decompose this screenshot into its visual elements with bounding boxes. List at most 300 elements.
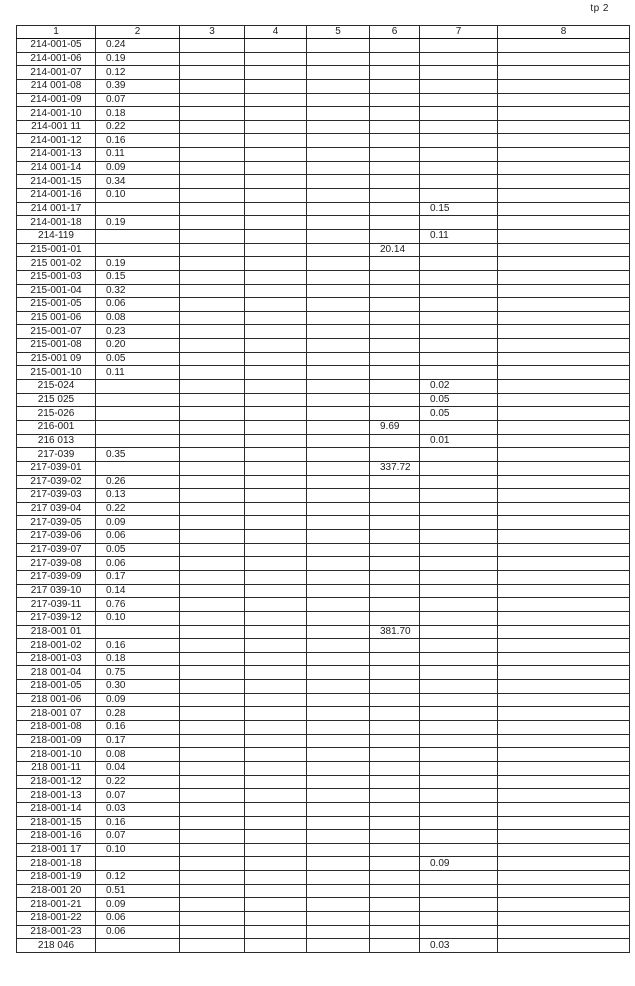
item-code-cell: 215-001-08 xyxy=(17,339,96,353)
col4-value-cell xyxy=(245,761,307,775)
col2-value-cell xyxy=(96,857,180,871)
col4-value-cell xyxy=(245,393,307,407)
item-code-cell: 217 039-10 xyxy=(17,584,96,598)
col4-value-cell xyxy=(245,816,307,830)
col4-value-cell xyxy=(245,775,307,789)
col6-value-cell xyxy=(370,721,420,735)
table-row xyxy=(17,161,630,175)
col3-value-cell xyxy=(180,79,245,93)
table-row xyxy=(17,366,630,380)
item-code-cell: 218-001-05 xyxy=(17,680,96,694)
table-row xyxy=(17,393,630,407)
col6-value-cell xyxy=(370,107,420,121)
col8-value-cell xyxy=(498,775,630,789)
col5-value-cell xyxy=(307,175,370,189)
item-code-cell: 218-001-15 xyxy=(17,816,96,830)
col5-value-cell xyxy=(307,898,370,912)
item-code-cell: 217-039-07 xyxy=(17,543,96,557)
col3-value-cell xyxy=(180,352,245,366)
col7-value-cell: 0.03 xyxy=(420,939,498,953)
col7-value-cell xyxy=(420,516,498,530)
col8-value-cell xyxy=(498,352,630,366)
table-row xyxy=(17,693,630,707)
col7-value-cell xyxy=(420,625,498,639)
table-row xyxy=(17,325,630,339)
col5-value-cell xyxy=(307,884,370,898)
table-row xyxy=(17,598,630,612)
col4-value-cell xyxy=(245,639,307,653)
table-row xyxy=(17,789,630,803)
col2-value-cell: 0.07 xyxy=(96,830,180,844)
item-code-cell: 217-039-06 xyxy=(17,530,96,544)
col5-value-cell xyxy=(307,584,370,598)
col5-value-cell xyxy=(307,93,370,107)
col3-value-cell xyxy=(180,257,245,271)
item-code-cell: 215 001-02 xyxy=(17,257,96,271)
item-code-cell: 215-026 xyxy=(17,407,96,421)
table-row xyxy=(17,202,630,216)
item-code-cell: 218-001-08 xyxy=(17,721,96,735)
col2-value-cell: 0.14 xyxy=(96,584,180,598)
col6-value-cell xyxy=(370,584,420,598)
col4-value-cell xyxy=(245,693,307,707)
col2-value-cell: 0.22 xyxy=(96,775,180,789)
col2-value-cell: 0.11 xyxy=(96,148,180,162)
col5-value-cell xyxy=(307,380,370,394)
col5-value-cell xyxy=(307,912,370,926)
col4-value-cell xyxy=(245,543,307,557)
item-code-cell: 214-001-10 xyxy=(17,107,96,121)
col7-value-cell xyxy=(420,189,498,203)
col6-value-cell xyxy=(370,598,420,612)
col2-value-cell xyxy=(96,461,180,475)
col7-value-cell xyxy=(420,639,498,653)
col3-value-cell xyxy=(180,489,245,503)
col4-value-cell xyxy=(245,516,307,530)
col5-value-cell xyxy=(307,693,370,707)
col6-value-cell xyxy=(370,570,420,584)
col3-value-cell xyxy=(180,871,245,885)
col6-value-cell xyxy=(370,366,420,380)
item-code-cell: 215 025 xyxy=(17,393,96,407)
table-row xyxy=(17,270,630,284)
item-code-cell: 215-001 09 xyxy=(17,352,96,366)
col3-value-cell xyxy=(180,721,245,735)
col8-value-cell xyxy=(498,270,630,284)
col5-value-cell xyxy=(307,543,370,557)
column-header: 3 xyxy=(180,26,245,39)
col2-value-cell: 0.13 xyxy=(96,489,180,503)
col5-value-cell xyxy=(307,52,370,66)
col7-value-cell xyxy=(420,843,498,857)
table-row xyxy=(17,830,630,844)
col3-value-cell xyxy=(180,311,245,325)
col4-value-cell xyxy=(245,216,307,230)
col8-value-cell xyxy=(498,570,630,584)
col3-value-cell xyxy=(180,298,245,312)
col4-value-cell xyxy=(245,93,307,107)
item-code-cell: 216-001 xyxy=(17,420,96,434)
col2-value-cell: 0.30 xyxy=(96,680,180,694)
col2-value-cell xyxy=(96,380,180,394)
col8-value-cell xyxy=(498,789,630,803)
col6-value-cell: 9.69 xyxy=(370,420,420,434)
item-code-cell: 214 001-14 xyxy=(17,161,96,175)
col8-value-cell xyxy=(498,761,630,775)
col8-value-cell xyxy=(498,420,630,434)
col2-value-cell: 0.10 xyxy=(96,611,180,625)
col2-value-cell xyxy=(96,420,180,434)
col7-value-cell xyxy=(420,243,498,257)
col4-value-cell xyxy=(245,871,307,885)
col7-value-cell xyxy=(420,611,498,625)
col4-value-cell xyxy=(245,557,307,571)
col4-value-cell xyxy=(245,680,307,694)
col6-value-cell xyxy=(370,229,420,243)
col8-value-cell xyxy=(498,134,630,148)
col4-value-cell xyxy=(245,52,307,66)
table-row xyxy=(17,39,630,53)
col3-value-cell xyxy=(180,530,245,544)
col8-value-cell xyxy=(498,830,630,844)
col6-value-cell xyxy=(370,707,420,721)
col7-value-cell xyxy=(420,530,498,544)
col7-value-cell xyxy=(420,66,498,80)
col8-value-cell xyxy=(498,161,630,175)
table-row xyxy=(17,611,630,625)
col7-value-cell xyxy=(420,707,498,721)
col8-value-cell xyxy=(498,325,630,339)
col6-value-cell xyxy=(370,202,420,216)
col2-value-cell xyxy=(96,393,180,407)
col6-value-cell xyxy=(370,693,420,707)
item-code-cell: 218 001-11 xyxy=(17,761,96,775)
col7-value-cell xyxy=(420,570,498,584)
col5-value-cell xyxy=(307,366,370,380)
table-row xyxy=(17,516,630,530)
item-code-cell: 215-001-01 xyxy=(17,243,96,257)
col4-value-cell xyxy=(245,66,307,80)
col7-value-cell: 0.02 xyxy=(420,380,498,394)
col7-value-cell xyxy=(420,120,498,134)
col3-value-cell xyxy=(180,666,245,680)
col8-value-cell xyxy=(498,639,630,653)
item-code-cell: 214 001-17 xyxy=(17,202,96,216)
col8-value-cell xyxy=(498,120,630,134)
col3-value-cell xyxy=(180,802,245,816)
col8-value-cell xyxy=(498,557,630,571)
col5-value-cell xyxy=(307,120,370,134)
item-code-cell: 215-001-05 xyxy=(17,298,96,312)
col2-value-cell: 0.16 xyxy=(96,721,180,735)
item-code-cell: 214 001-08 xyxy=(17,79,96,93)
col2-value-cell: 0.16 xyxy=(96,134,180,148)
col2-value-cell: 0.10 xyxy=(96,843,180,857)
col6-value-cell xyxy=(370,120,420,134)
col6-value-cell xyxy=(370,352,420,366)
col2-value-cell: 0.18 xyxy=(96,652,180,666)
col6-value-cell xyxy=(370,530,420,544)
item-code-cell: 217-039-12 xyxy=(17,611,96,625)
col8-value-cell xyxy=(498,339,630,353)
col3-value-cell xyxy=(180,284,245,298)
col8-value-cell xyxy=(498,380,630,394)
col3-value-cell xyxy=(180,393,245,407)
col4-value-cell xyxy=(245,530,307,544)
col5-value-cell xyxy=(307,680,370,694)
item-code-cell: 218-001-10 xyxy=(17,748,96,762)
table-row xyxy=(17,461,630,475)
col3-value-cell xyxy=(180,639,245,653)
table-row xyxy=(17,857,630,871)
table-row xyxy=(17,584,630,598)
col2-value-cell: 0.06 xyxy=(96,912,180,926)
col6-value-cell xyxy=(370,298,420,312)
col8-value-cell xyxy=(498,530,630,544)
col2-value-cell: 0.16 xyxy=(96,816,180,830)
col3-value-cell xyxy=(180,761,245,775)
table-row xyxy=(17,570,630,584)
column-header: 4 xyxy=(245,26,307,39)
item-code-cell: 214-001 11 xyxy=(17,120,96,134)
column-header: 5 xyxy=(307,26,370,39)
table-row xyxy=(17,380,630,394)
col7-value-cell: 0.05 xyxy=(420,393,498,407)
item-code-cell: 218-001 20 xyxy=(17,884,96,898)
col4-value-cell xyxy=(245,311,307,325)
col3-value-cell xyxy=(180,611,245,625)
item-code-cell: 214-001-18 xyxy=(17,216,96,230)
item-code-cell: 214-119 xyxy=(17,229,96,243)
col4-value-cell xyxy=(245,202,307,216)
col8-value-cell xyxy=(498,939,630,953)
col8-value-cell xyxy=(498,925,630,939)
table-row xyxy=(17,884,630,898)
col5-value-cell xyxy=(307,189,370,203)
col4-value-cell xyxy=(245,857,307,871)
col8-value-cell xyxy=(498,680,630,694)
col8-value-cell xyxy=(498,311,630,325)
table-row xyxy=(17,530,630,544)
col2-value-cell: 0.28 xyxy=(96,707,180,721)
col3-value-cell xyxy=(180,461,245,475)
col3-value-cell xyxy=(180,570,245,584)
col4-value-cell xyxy=(245,339,307,353)
col2-value-cell: 0.24 xyxy=(96,39,180,53)
col7-value-cell xyxy=(420,79,498,93)
col5-value-cell xyxy=(307,39,370,53)
col6-value-cell xyxy=(370,93,420,107)
col4-value-cell xyxy=(245,884,307,898)
col4-value-cell xyxy=(245,257,307,271)
col4-value-cell xyxy=(245,748,307,762)
col6-value-cell xyxy=(370,761,420,775)
col7-value-cell xyxy=(420,325,498,339)
col6-value-cell xyxy=(370,161,420,175)
item-code-cell: 218-001 17 xyxy=(17,843,96,857)
col7-value-cell xyxy=(420,748,498,762)
col2-value-cell: 0.04 xyxy=(96,761,180,775)
col3-value-cell xyxy=(180,216,245,230)
col4-value-cell xyxy=(245,107,307,121)
col7-value-cell xyxy=(420,366,498,380)
table-row xyxy=(17,257,630,271)
table-row xyxy=(17,298,630,312)
item-code-cell: 217-039-02 xyxy=(17,475,96,489)
col5-value-cell xyxy=(307,134,370,148)
col3-value-cell xyxy=(180,161,245,175)
col4-value-cell xyxy=(245,666,307,680)
col3-value-cell xyxy=(180,707,245,721)
col6-value-cell xyxy=(370,393,420,407)
table-row xyxy=(17,311,630,325)
col6-value-cell xyxy=(370,448,420,462)
col6-value-cell xyxy=(370,557,420,571)
col3-value-cell xyxy=(180,325,245,339)
col2-value-cell: 0.12 xyxy=(96,871,180,885)
column-header: 6 xyxy=(370,26,420,39)
col2-value-cell xyxy=(96,434,180,448)
col3-value-cell xyxy=(180,52,245,66)
table-row xyxy=(17,734,630,748)
col3-value-cell xyxy=(180,107,245,121)
col4-value-cell xyxy=(245,461,307,475)
item-code-cell: 218-001-23 xyxy=(17,925,96,939)
col4-value-cell xyxy=(245,502,307,516)
col7-value-cell xyxy=(420,816,498,830)
col4-value-cell xyxy=(245,39,307,53)
col7-value-cell xyxy=(420,721,498,735)
col5-value-cell xyxy=(307,939,370,953)
table-row xyxy=(17,79,630,93)
col3-value-cell xyxy=(180,66,245,80)
col4-value-cell xyxy=(245,925,307,939)
col7-value-cell xyxy=(420,557,498,571)
col6-value-cell xyxy=(370,543,420,557)
col3-value-cell xyxy=(180,202,245,216)
col8-value-cell xyxy=(498,516,630,530)
item-code-cell: 218-001-16 xyxy=(17,830,96,844)
col2-value-cell: 0.07 xyxy=(96,789,180,803)
table-row xyxy=(17,680,630,694)
table-row xyxy=(17,843,630,857)
table-row xyxy=(17,216,630,230)
item-code-cell: 215-001-10 xyxy=(17,366,96,380)
col5-value-cell xyxy=(307,830,370,844)
col7-value-cell xyxy=(420,257,498,271)
table-row xyxy=(17,66,630,80)
col2-value-cell: 0.22 xyxy=(96,120,180,134)
table-row xyxy=(17,407,630,421)
col7-value-cell xyxy=(420,39,498,53)
col8-value-cell xyxy=(498,802,630,816)
col7-value-cell xyxy=(420,775,498,789)
col2-value-cell: 0.20 xyxy=(96,339,180,353)
col2-value-cell: 0.39 xyxy=(96,79,180,93)
table-row xyxy=(17,175,630,189)
col6-value-cell xyxy=(370,189,420,203)
col8-value-cell xyxy=(498,257,630,271)
col4-value-cell xyxy=(245,243,307,257)
col7-value-cell xyxy=(420,502,498,516)
col5-value-cell xyxy=(307,489,370,503)
col7-value-cell: 0.05 xyxy=(420,407,498,421)
col4-value-cell xyxy=(245,598,307,612)
col5-value-cell xyxy=(307,325,370,339)
col5-value-cell xyxy=(307,216,370,230)
col5-value-cell xyxy=(307,161,370,175)
col7-value-cell: 0.09 xyxy=(420,857,498,871)
col8-value-cell xyxy=(498,189,630,203)
col8-value-cell xyxy=(498,461,630,475)
col8-value-cell xyxy=(498,52,630,66)
col5-value-cell xyxy=(307,721,370,735)
col3-value-cell xyxy=(180,598,245,612)
col7-value-cell xyxy=(420,925,498,939)
col6-value-cell xyxy=(370,475,420,489)
col8-value-cell xyxy=(498,748,630,762)
col7-value-cell: 0.15 xyxy=(420,202,498,216)
table-row xyxy=(17,625,630,639)
col4-value-cell xyxy=(245,407,307,421)
item-code-cell: 217-039-01 xyxy=(17,461,96,475)
col6-value-cell xyxy=(370,39,420,53)
col6-value-cell xyxy=(370,652,420,666)
col3-value-cell xyxy=(180,939,245,953)
col7-value-cell xyxy=(420,52,498,66)
col4-value-cell xyxy=(245,707,307,721)
table-row xyxy=(17,448,630,462)
col8-value-cell xyxy=(498,666,630,680)
col7-value-cell xyxy=(420,134,498,148)
item-code-cell: 218-001-12 xyxy=(17,775,96,789)
col7-value-cell xyxy=(420,352,498,366)
col5-value-cell xyxy=(307,79,370,93)
col8-value-cell xyxy=(498,175,630,189)
col5-value-cell xyxy=(307,284,370,298)
table-row xyxy=(17,925,630,939)
table-row xyxy=(17,816,630,830)
table-row xyxy=(17,107,630,121)
col4-value-cell xyxy=(245,475,307,489)
table-row xyxy=(17,420,630,434)
col4-value-cell xyxy=(245,148,307,162)
col2-value-cell: 0.08 xyxy=(96,311,180,325)
column-header: 7 xyxy=(420,26,498,39)
col8-value-cell xyxy=(498,407,630,421)
col3-value-cell xyxy=(180,925,245,939)
item-code-cell: 218-001-02 xyxy=(17,639,96,653)
table-row xyxy=(17,502,630,516)
col3-value-cell xyxy=(180,475,245,489)
column-header: 8 xyxy=(498,26,630,39)
table-body xyxy=(17,39,630,953)
col6-value-cell xyxy=(370,775,420,789)
table-row xyxy=(17,898,630,912)
col3-value-cell xyxy=(180,584,245,598)
item-code-cell: 214-001-05 xyxy=(17,39,96,53)
item-code-cell: 218 046 xyxy=(17,939,96,953)
col3-value-cell xyxy=(180,857,245,871)
col8-value-cell xyxy=(498,871,630,885)
col7-value-cell xyxy=(420,216,498,230)
col2-value-cell: 0.16 xyxy=(96,639,180,653)
item-code-cell: 214-001-06 xyxy=(17,52,96,66)
table-row xyxy=(17,707,630,721)
item-code-cell: 214-001-16 xyxy=(17,189,96,203)
col3-value-cell xyxy=(180,680,245,694)
col6-value-cell xyxy=(370,66,420,80)
